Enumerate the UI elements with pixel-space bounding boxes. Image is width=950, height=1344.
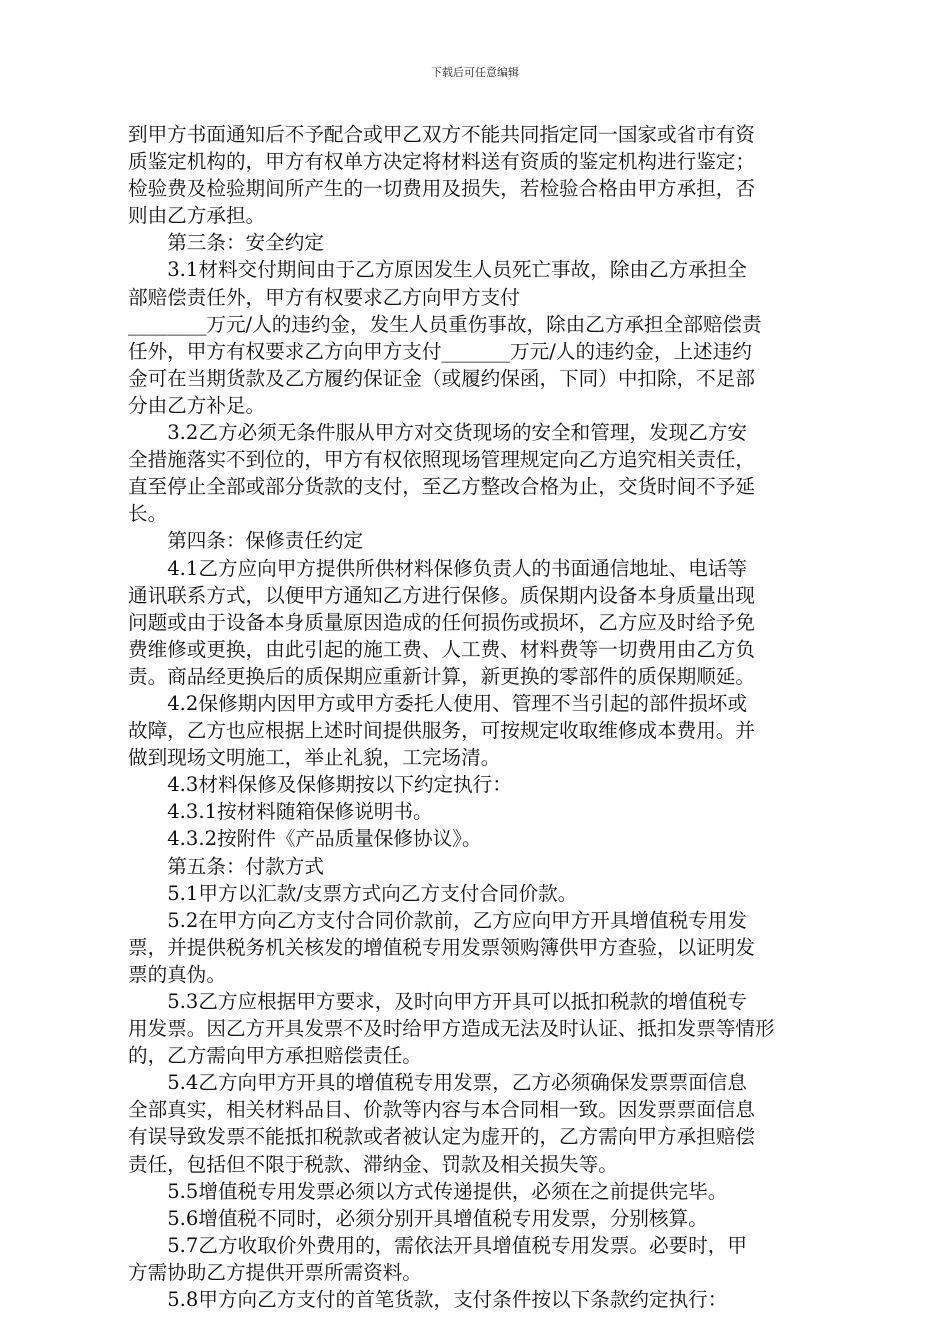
text-line: 5.6增值税不同时，必须分别开具增值税专用发票，分别核算。 bbox=[167, 1206, 708, 1230]
text-line: 故障，乙方也应根据上述时间提供服务，可按规定收取维修成本费用。并 bbox=[128, 719, 755, 743]
text-line: 全部真实，相关材料品目、价款等内容与本合同相一致。因发票票面信息 bbox=[128, 1098, 755, 1122]
text-line: 5.7乙方收取价外费用的，需依法开具增值税专用发票。必要时，甲 bbox=[167, 1233, 747, 1257]
text-line: 问题或由于设备本身质量原因造成的任何损伤或损坏，乙方应及时给予免 bbox=[128, 610, 755, 634]
text-line: 分由乙方补足。 bbox=[128, 393, 266, 417]
text-line: 责。商品经更换后的质保期应重新计算，新更换的零部件的质保期顺延。 bbox=[128, 664, 755, 688]
text-line: 5.1甲方以汇款/支票方式向乙方支付合同价款。 bbox=[167, 881, 578, 905]
text-line: 3.2乙方必须无条件服从甲方对交货现场的安全和管理，发现乙方安 bbox=[167, 421, 747, 445]
text-line: 的，乙方需向甲方承担赔偿责任。 bbox=[128, 1044, 422, 1068]
text-line: 检验费及检验期间所产生的一切费用及损失，若检验合格由甲方承担，否 bbox=[128, 177, 755, 201]
document-body bbox=[128, 121, 850, 1313]
text-line: 4.3.1按材料随箱保修说明书。 bbox=[167, 800, 433, 824]
text-line: 5.8甲方向乙方支付的首笔货款，支付条件按以下条款约定执行： bbox=[167, 1288, 728, 1312]
text-line: 任外，甲方有权要求乙方向甲方支付_______万元/人的违约金，上述违约 bbox=[128, 339, 752, 363]
text-line: 第五条：付款方式 bbox=[167, 854, 324, 878]
text-line: 质鉴定机构的，甲方有权单方决定将材料送有资质的鉴定机构进行鉴定； bbox=[128, 150, 755, 174]
text-line: 长。 bbox=[128, 502, 168, 526]
text-line: 金可在当期货款及乙方履约保证金（或履约保函，下同）中扣除，不足部 bbox=[128, 366, 755, 390]
text-line: 4.3.2按附件《产品质量保修协议》。 bbox=[167, 827, 482, 851]
text-line: 方需协助乙方提供开票所需资料。 bbox=[128, 1260, 422, 1284]
text-line: 费维修或更换，由此引起的施工费、人工费、材料费等一切费用由乙方负 bbox=[128, 637, 755, 661]
text-line: 通讯联系方式，以便甲方通知乙方进行保修。质保期内设备本身质量出现 bbox=[128, 583, 755, 607]
page-header: 下载后可任意编辑 bbox=[431, 66, 519, 79]
text-line: 第四条：保修责任约定 bbox=[167, 529, 364, 553]
text-line: 票，并提供税务机关核发的增值税专用发票领购簿供甲方查验，以证明发 bbox=[128, 935, 755, 959]
text-line: 到甲方书面通知后不予配合或甲乙双方不能共同指定同一国家或省市有资 bbox=[128, 123, 755, 146]
text-line: 全措施落实不到位的，甲方有权依照现场管理规定向乙方追究相关责任， bbox=[128, 448, 755, 472]
text-line: 直至停止全部或部分货款的支付，至乙方整改合格为止，交货时间不予延 bbox=[128, 475, 755, 499]
text-line: 用发票。因乙方开具发票不及时给甲方造成无法及时认证、抵扣发票等情形 bbox=[128, 1017, 775, 1041]
text-line: 第三条：安全约定 bbox=[167, 231, 324, 255]
text-line: 3.1材料交付期间由于乙方原因发生人员死亡事故，除由乙方承担全 bbox=[167, 258, 747, 282]
text-line: 5.5增值税专用发票必须以方式传递提供，必须在之前提供完毕。 bbox=[167, 1179, 728, 1203]
text-line: 4.3材料保修及保修期按以下约定执行： bbox=[167, 773, 512, 797]
text-line: 4.2保修期内因甲方或甲方委托人使用、管理不当引起的部件损坏或 bbox=[167, 691, 747, 715]
text-line: 部赔偿责任外，甲方有权要求乙方向甲方支付 bbox=[128, 285, 520, 309]
text-line: 5.4乙方向甲方开具的增值税专用发票，乙方必须确保发票票面信息 bbox=[167, 1071, 747, 1095]
text-line: 5.2在甲方向乙方支付合同价款前，乙方应向甲方开具增值税专用发 bbox=[167, 908, 747, 932]
text-line: 5.3乙方应根据甲方要求，及时向甲方开具可以抵扣税款的增值税专 bbox=[167, 990, 747, 1013]
text-line: 4.1乙方应向甲方提供所供材料保修负责人的书面通信地址、电话等 bbox=[167, 556, 747, 580]
text-line: 有误导致发票不能抵扣税款或者被认定为虚开的，乙方需向甲方承担赔偿 bbox=[128, 1125, 755, 1149]
text-line: 做到现场文明施工，举止礼貌，工完场清。 bbox=[128, 746, 501, 770]
text-line: ________万元/人的违约金，发生人员重伤事故，除由乙方承担全部赔偿责 bbox=[128, 312, 762, 336]
text-line: 则由乙方承担。 bbox=[128, 204, 266, 228]
text-line: 票的真伪。 bbox=[128, 962, 226, 986]
text-line: 责任，包括但不限于税款、滞纳金、罚款及相关损失等。 bbox=[128, 1152, 618, 1176]
